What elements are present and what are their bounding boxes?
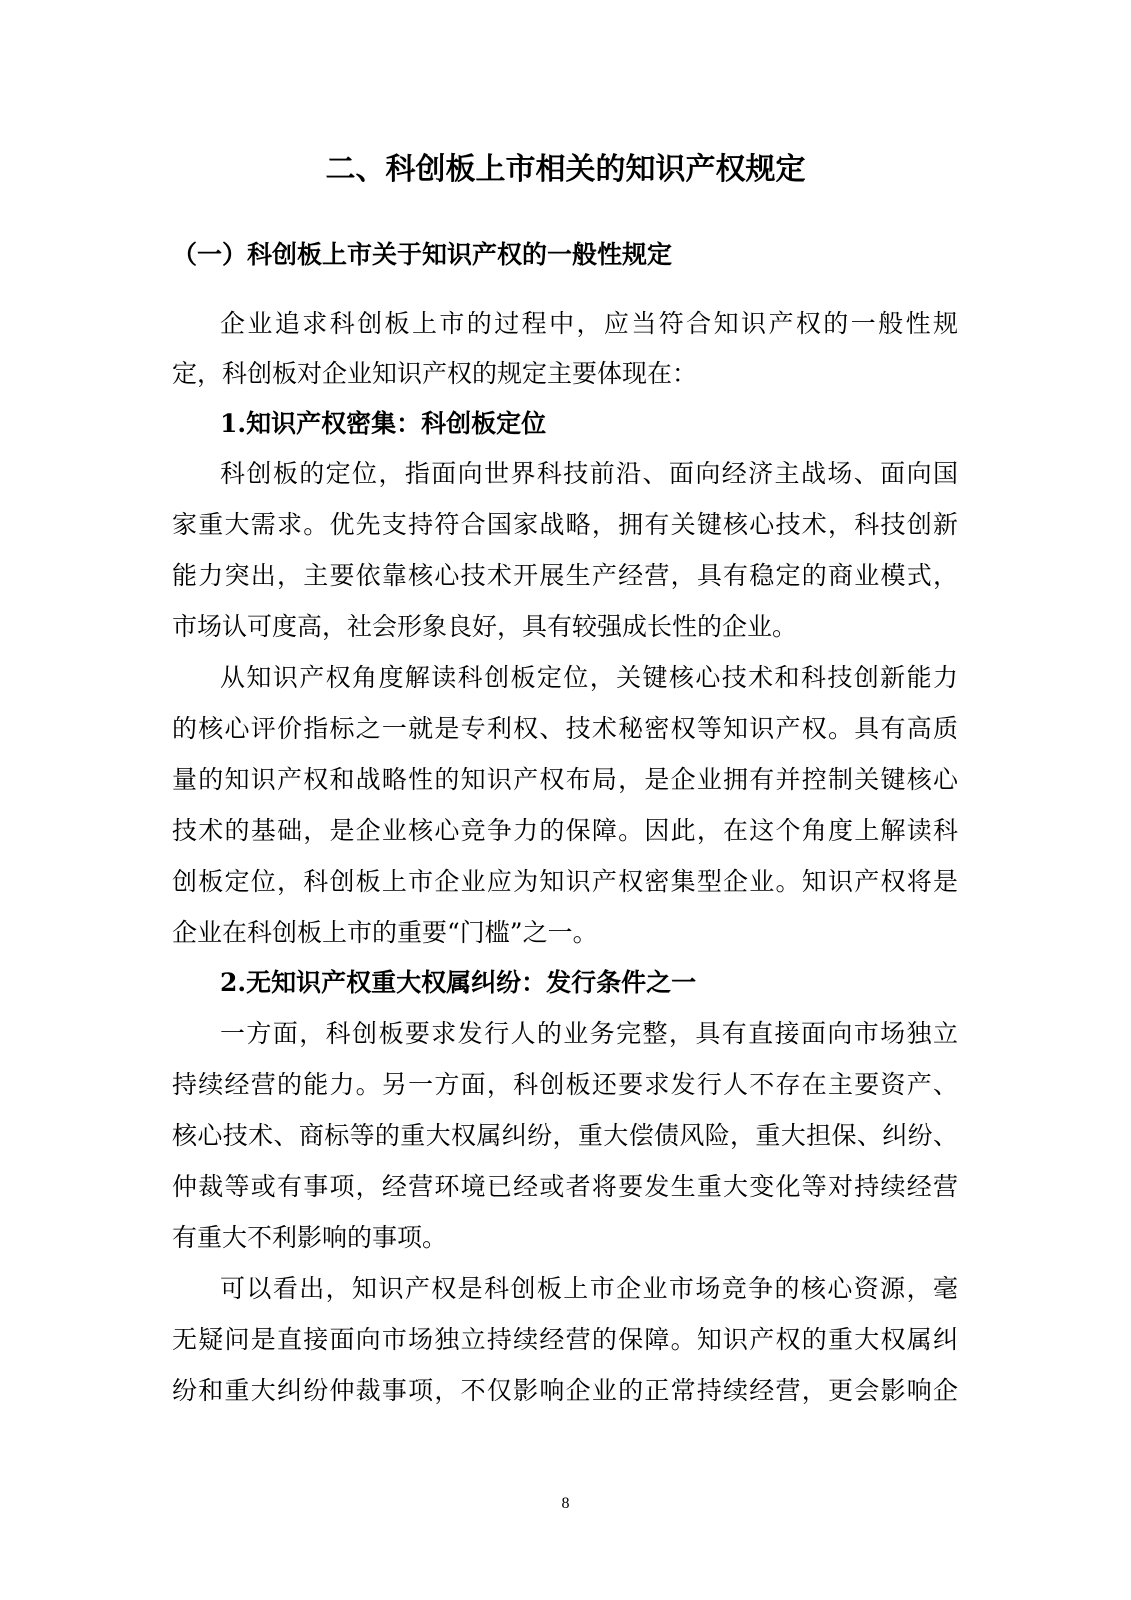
paragraph-line: 市场认可度高，社会形象良好，具有较强成长性的企业。 — [172, 612, 798, 641]
subheading-2: 2.无知识产权重大权属纠纷：发行条件之一 — [220, 968, 697, 997]
paragraph-line: 家重大需求。优先支持符合国家战略，拥有关键核心技术，科技创新 — [172, 510, 958, 539]
paragraph-line: 从知识产权角度解读科创板定位，关键核心技术和科技创新能力 — [220, 663, 958, 692]
paragraph-line: 纷和重大纠纷仲裁事项，不仅影响企业的正常持续经营，更会影响企 — [172, 1376, 958, 1405]
paragraph-line: 创板定位，科创板上市企业应为知识产权密集型企业。知识产权将是 — [172, 867, 958, 896]
paragraph-line: 的核心评价指标之一就是专利权、技术秘密权等知识产权。具有高质 — [172, 714, 958, 743]
section-heading: （一）科创板上市关于知识产权的一般性规定 — [172, 240, 673, 269]
paragraph-line: 可以看出，知识产权是科创板上市企业市场竞争的核心资源，毫 — [220, 1274, 958, 1303]
paragraph-line: 技术的基础，是企业核心竞争力的保障。因此，在这个角度上解读科 — [172, 816, 958, 845]
paragraph-line: 量的知识产权和战略性的知识产权布局，是企业拥有并控制关键核心 — [172, 765, 958, 794]
paragraph-line: 核心技术、商标等的重大权属纠纷，重大偿债风险，重大担保、纠纷、 — [172, 1121, 958, 1150]
page-number: 8 — [561, 1495, 570, 1512]
paragraph-line: 科创板的定位，指面向世界科技前沿、面向经济主战场、面向国 — [220, 459, 958, 488]
paragraph-line: 能力突出，主要依靠核心技术开展生产经营，具有稳定的商业模式， — [172, 561, 958, 590]
paragraph-line: 持续经营的能力。另一方面，科创板还要求发行人不存在主要资产、 — [172, 1070, 958, 1099]
paragraph-line: 有重大不利影响的事项。 — [172, 1223, 448, 1252]
subheading-1: 1.知识产权密集：科创板定位 — [220, 409, 547, 438]
paragraph-line: 企业在科创板上市的重要“门槛”之一。 — [172, 918, 598, 947]
page-title: 二、科创板上市相关的知识产权规定 — [325, 152, 806, 187]
paragraph-line: 定，科创板对企业知识产权的规定主要体现在： — [172, 359, 698, 388]
paragraph-line: 一方面，科创板要求发行人的业务完整，具有直接面向市场独立 — [220, 1019, 958, 1048]
paragraph-line: 无疑问是直接面向市场独立持续经营的保障。知识产权的重大权属纠 — [172, 1325, 958, 1354]
paragraph-line: 仲裁等或有事项，经营环境已经或者将要发生重大变化等对持续经营 — [172, 1172, 958, 1201]
paragraph-line: 企业追求科创板上市的过程中，应当符合知识产权的一般性规 — [220, 309, 958, 338]
